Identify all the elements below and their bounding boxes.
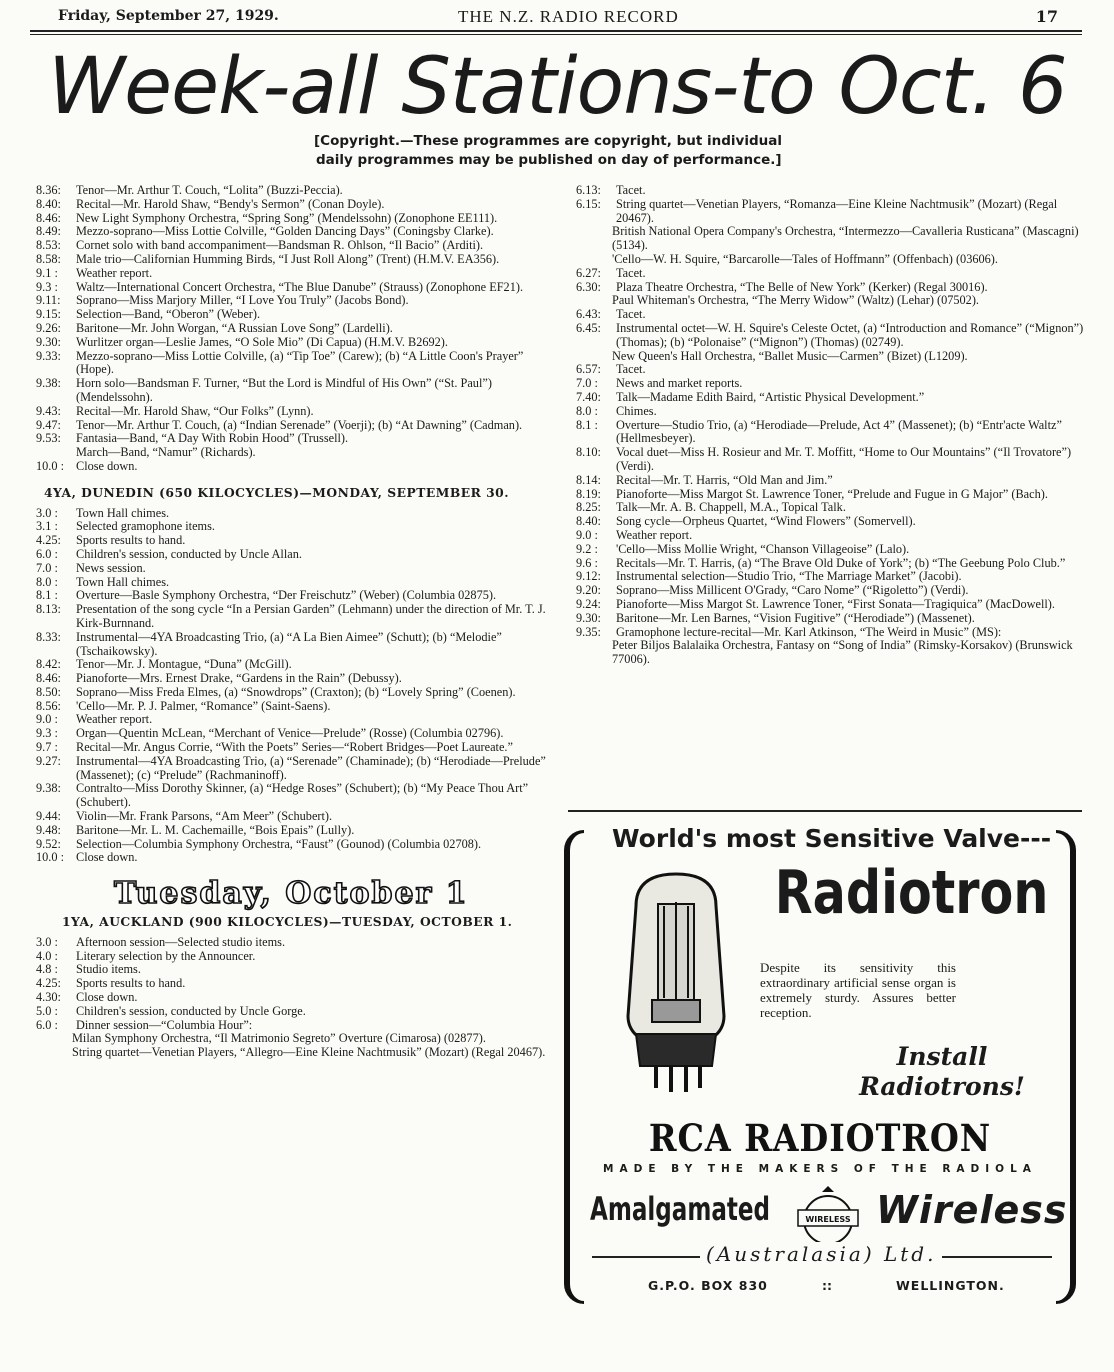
entry-text: Recital—Mr. Angus Corrie, “With the Poets” Series—“Robert Bridges—Poet Laureate.” xyxy=(76,740,513,755)
entry-text: Children's session, conducted by Uncle Gorge. xyxy=(76,1003,306,1018)
programme-entry xyxy=(36,727,556,741)
entry-text: Soprano—Miss Freda Elmes, (a) “Snowdrops” (Craxton); (b) “Lovely Spring” (Coenen). xyxy=(76,684,516,699)
programme-entry xyxy=(36,700,556,714)
ad-body-text: Despite its sensitivity this extraordinary artificial sense organ is extremely sturdy. Assures better reception. xyxy=(760,960,956,1020)
programme-entry xyxy=(576,198,1086,226)
programme-entry xyxy=(576,419,1086,447)
entry-text: Weather report. xyxy=(616,527,693,542)
entry-text: Sports results to hand. xyxy=(76,976,186,991)
programme-entry xyxy=(576,446,1086,474)
entry-time: 6.0 : xyxy=(36,546,58,561)
programme-list xyxy=(36,936,556,1033)
entry-time: 9.20: xyxy=(576,583,601,598)
programme-entry xyxy=(576,501,1086,515)
entry-text: Town Hall chimes. xyxy=(76,505,170,520)
entry-time: 8.42: xyxy=(36,657,61,672)
programme-entry xyxy=(576,557,1086,571)
entry-time: 8.58: xyxy=(36,251,61,266)
entry-text: Presentation of the song cycle “In a Persian Garden” (Lehmann) under the direction of Mr. T. J. Kirk-Burnnand. xyxy=(76,602,546,630)
entry-text: Tenor—Mr. Arthur T. Couch, (a) “Indian Serenade” (Voerji); (b) “At Dawning” (Cadman). xyxy=(76,417,523,432)
company-name-wireless: Wireless xyxy=(876,1188,1068,1232)
valve-illustration xyxy=(596,866,756,1096)
entry-time: 9.52: xyxy=(36,836,61,851)
entry-time: 9.38: xyxy=(36,376,61,391)
programme-entry xyxy=(36,432,556,446)
sub-entry: 'Cello—W. H. Squire, “Barcarolle—Tales of Hoffmann” (Offenbach) (03606). xyxy=(612,251,998,266)
entry-text: Tacet. xyxy=(616,362,646,377)
entry-text: Studio items. xyxy=(76,962,141,977)
programme-entry xyxy=(576,474,1086,488)
page-title: Week-all Stations-to Oct. 6 xyxy=(48,42,1067,132)
entry-time: 9.26: xyxy=(36,320,61,335)
entry-time: 4.25: xyxy=(36,533,61,548)
entry-text: Cornet solo with band accompaniment—Bandsman R. Ohlson, “Il Bacio” (Arditi). xyxy=(76,238,484,253)
entry-text: Overture—Basle Symphony Orchestra, “Der Freischutz” (Weber) (Columbia 02875). xyxy=(76,588,497,603)
entry-time: 8.50: xyxy=(36,684,61,699)
entry-text: Instrumental octet—W. H. Squire's Celeste Octet, (a) “Introduction and Romance” (“Mignon”) (Thomas); (b) “Polonaise” (“Mignon”) (Thomas) (02749). xyxy=(616,320,1084,349)
programme-entry xyxy=(576,626,1086,640)
programme-entry xyxy=(36,507,556,521)
programme-list xyxy=(576,308,1086,349)
entry-text: Plaza Theatre Orchestra, “The Belle of New York” (Kerker) (Regal 30016). xyxy=(616,279,988,294)
entry-text: Instrumental—4YA Broadcasting Trio, (a) “A La Bien Aimee” (Schutt); (b) “Melodie” (Tschaikowsky). xyxy=(76,629,502,658)
programme-entry xyxy=(36,253,556,267)
entry-time: 9.15: xyxy=(36,307,61,322)
programme-list xyxy=(36,507,556,866)
programme-entry xyxy=(576,543,1086,557)
entry-time: 8.40: xyxy=(576,514,601,529)
programme-entry xyxy=(36,576,556,590)
station-heading: 1YA, AUCKLAND (900 KILOCYCLES)—TUESDAY, OCTOBER 1. xyxy=(62,914,513,930)
entry-time: 6.43: xyxy=(576,307,601,322)
sub-entry: String quartet—Venetian Players, “Allegro—Eine Kleine Nachtmusik” (Mozart) (Regal 20467). xyxy=(72,1045,546,1060)
entry-time: 9.35: xyxy=(576,624,601,639)
entry-text: Recital—Mr. T. Harris, “Old Man and Jim.” xyxy=(616,472,833,487)
entry-time: 8.1 : xyxy=(576,417,598,432)
entry-time: 10.0 : xyxy=(36,850,65,865)
entry-text: News session. xyxy=(76,560,146,575)
entry-time: 8.0 : xyxy=(576,403,598,418)
radiotron-advertisement xyxy=(560,818,1080,1318)
entry-text: Instrumental—4YA Broadcasting Trio, (a) “Serenade” (Chaminade); (b) “Herodiade—Prelude” (Massenet); (c) “Prelude” (Rachmaninoff). xyxy=(76,753,546,782)
programme-entry xyxy=(36,851,556,865)
programme-entry xyxy=(36,198,556,212)
copyright-line: [Copyright.—These programmes are copyright, but individual xyxy=(314,133,782,149)
entry-time: 8.13: xyxy=(36,602,61,617)
programme-entry xyxy=(576,391,1086,405)
entry-time: 8.19: xyxy=(576,486,601,501)
entry-text: Close down. xyxy=(76,990,138,1005)
programme-entry xyxy=(36,534,556,548)
programme-list xyxy=(576,184,1086,225)
programme-entry xyxy=(36,950,556,964)
masthead: THE N.Z. RADIO RECORD xyxy=(458,7,679,26)
programme-entry xyxy=(576,570,1086,584)
entry-time: 8.14: xyxy=(576,472,601,487)
company-suffix xyxy=(700,1242,1020,1266)
entry-time: 9.7 : xyxy=(36,740,58,755)
issue-date: Friday, September 27, 1929. xyxy=(58,8,279,24)
entry-time: 9.2 : xyxy=(576,541,598,556)
programme-entry xyxy=(576,281,1086,295)
entry-text: Pianoforte—Miss Margot St. Lawrence Toner, “First Sonata—Tragiquica” (MacDowell). xyxy=(616,596,1055,611)
entry-time: 3.0 : xyxy=(36,505,58,520)
entry-text: Close down. xyxy=(76,850,138,865)
right-bracket xyxy=(1056,830,1076,1304)
ad-headline: World's most Sensitive Valve--- xyxy=(612,824,1052,853)
programme-entry xyxy=(576,377,1086,391)
entry-time: 8.56: xyxy=(36,698,61,713)
entry-text: Baritone—Mr. L. M. Cachemaille, “Bois Epais” (Lully). xyxy=(76,822,355,837)
entry-text: Gramophone lecture-recital—Mr. Karl Atkinson, “The Weird in Music” (MS): xyxy=(616,624,1002,639)
entry-text: Song cycle—Orpheus Quartet, “Wind Flowers” (Somervell). xyxy=(616,514,916,529)
entry-text: String quartet—Venetian Players, “Romanza—Eine Kleine Nachtmusik” (Mozart) (Regal 20467). xyxy=(616,196,1058,225)
programme-entry xyxy=(36,446,556,460)
programme-list xyxy=(576,267,1086,295)
entry-text: March—Band, “Namur” (Richards). xyxy=(76,445,256,460)
entry-text: Mezzo-soprano—Miss Lottie Colville, (a) “Tip Toe” (Carew); (b) “A Little Coon's Prayer” (Hope). xyxy=(76,348,524,377)
entry-text: Chimes. xyxy=(616,403,657,418)
programme-list xyxy=(36,184,556,474)
entry-time: 8.10: xyxy=(576,445,601,460)
install-line: Install xyxy=(896,1042,988,1071)
entry-text: Recital—Mr. Harold Shaw, “Our Folks” (Lynn). xyxy=(76,403,314,418)
entry-text: 'Cello—Mr. P. J. Palmer, “Romance” (Saint-Saens). xyxy=(76,698,331,713)
programme-entry xyxy=(576,363,1086,377)
entry-time: 9.30: xyxy=(576,610,601,625)
entry-text: Tacet. xyxy=(616,307,646,322)
entry-time: 6.57: xyxy=(576,362,601,377)
entry-time: 9.33: xyxy=(36,348,61,363)
programme-entry xyxy=(576,488,1086,502)
programme-entry xyxy=(36,936,556,950)
programme-entry xyxy=(36,548,556,562)
entry-text: Instrumental selection—Studio Trio, “The Marriage Market” (Jacobi). xyxy=(616,569,962,584)
day-heading: Tuesday, October 1 xyxy=(114,876,469,912)
programme-sublist xyxy=(576,639,1086,667)
programme-entry xyxy=(36,350,556,378)
entry-time: 4.25: xyxy=(36,976,61,991)
entry-time: 4.30: xyxy=(36,990,61,1005)
programme-entry xyxy=(36,336,556,350)
entry-time: 9.12: xyxy=(576,569,601,584)
left-bracket xyxy=(564,830,584,1304)
programme-entry xyxy=(36,741,556,755)
programme-list xyxy=(576,363,1086,639)
programme-entry xyxy=(36,520,556,534)
entry-text: Soprano—Miss Millicent O'Grady, “Caro Nome” (“Rigoletto”) (Verdi). xyxy=(616,583,969,598)
entry-time: 8.1 : xyxy=(36,588,58,603)
entry-time: 6.15: xyxy=(576,196,601,211)
entry-text: Pianoforte—Mrs. Ernest Drake, “Gardens in the Rain” (Debussy). xyxy=(76,671,402,686)
programme-entry xyxy=(36,810,556,824)
programme-entry xyxy=(36,824,556,838)
programme-sublist xyxy=(576,294,1086,308)
entry-time: 9.47: xyxy=(36,417,61,432)
entry-text: Afternoon session—Selected studio items. xyxy=(76,934,286,949)
entry-time: 9.11: xyxy=(36,293,61,308)
postal-address: G.P.O. BOX 830 xyxy=(648,1278,768,1293)
entry-text: Contralto—Miss Dorothy Skinner, (a) “Hedge Roses” (Schubert); (b) “My Peace Thou Art” (Schubert). xyxy=(76,781,529,810)
entry-text: New Light Symphony Orchestra, “Spring Song” (Mendelssohn) (Zonophone EE111). xyxy=(76,210,498,225)
copyright-line: daily programmes may be published on day of performance.] xyxy=(316,152,782,168)
page-header xyxy=(28,6,1088,28)
entry-time: 9.30: xyxy=(36,334,61,349)
entry-text: Dinner session—“Columbia Hour”: xyxy=(76,1017,253,1032)
header-rule xyxy=(30,30,1082,32)
entry-time: 6.45: xyxy=(576,320,601,335)
programme-entry xyxy=(576,598,1086,612)
programme-entry xyxy=(36,631,556,659)
entry-time: 9.3 : xyxy=(36,726,58,741)
entry-time: 5.0 : xyxy=(36,1003,58,1018)
entry-time xyxy=(36,446,76,460)
entry-text: Literary selection by the Announcer. xyxy=(76,948,256,963)
company-suffix-text: (Australasia) Ltd. xyxy=(700,1242,942,1266)
entry-text: Town Hall chimes. xyxy=(76,574,170,589)
entry-time: 8.33: xyxy=(36,629,61,644)
makers-line: MADE BY THE MAKERS OF THE RADIOLA xyxy=(603,1163,1037,1175)
entry-text: Selection—Band, “Oberon” (Weber). xyxy=(76,307,261,322)
sub-entry: Milan Symphony Orchestra, “Il Matrimonio Segreto” Overture (Cimarosa) (02877). xyxy=(72,1031,486,1046)
programme-entry xyxy=(36,460,556,474)
entry-time: 7.0 : xyxy=(36,560,58,575)
entry-time: 4.0 : xyxy=(36,948,58,963)
entry-text: Recitals—Mr. T. Harris, (a) “The Brave Old Duke of York”; (b) “The Geebung Polo Club.” xyxy=(616,555,1066,570)
entry-text: Recital—Mr. Harold Shaw, “Bendy's Sermon” (Conan Doyle). xyxy=(76,196,385,211)
programme-entry xyxy=(36,239,556,253)
programme-entry xyxy=(36,991,556,1005)
programme-sublist xyxy=(576,225,1086,266)
install-slogan xyxy=(832,1042,1052,1102)
address-separator: :: xyxy=(822,1278,832,1293)
entry-text: Overture—Studio Trio, (a) “Herodiade—Prelude, Act 4” (Massenet); (b) “Entr'acte Waltz” (Hellmesbeyer). xyxy=(616,417,1062,446)
programme-entry xyxy=(36,562,556,576)
entry-text: Violin—Mr. Frank Parsons, “Am Meer” (Schubert). xyxy=(76,809,333,824)
entry-time: 9.53: xyxy=(36,431,61,446)
entry-text: Baritone—Mr. John Worgan, “A Russian Love Song” (Lardelli). xyxy=(76,320,393,335)
programme-entry xyxy=(36,782,556,810)
brand-name: Radiotron xyxy=(774,858,1049,928)
station-heading: 4YA, DUNEDIN (650 KILOCYCLES)—MONDAY, SEPTEMBER 30. xyxy=(44,484,510,500)
programme-entry xyxy=(576,529,1086,543)
company-name: Amalgamated xyxy=(590,1190,771,1228)
entry-text: Pianoforte—Miss Margot St. Lawrence Toner, “Prelude and Fugue in G Major” (Bach). xyxy=(616,486,1048,501)
entry-time: 4.8 : xyxy=(36,962,58,977)
entry-time: 6.13: xyxy=(576,183,601,197)
entry-time: 6.30: xyxy=(576,279,601,294)
entry-time: 9.6 : xyxy=(576,555,598,570)
entry-time: 9.48: xyxy=(36,822,61,837)
sub-entry: British National Opera Company's Orchestra, “Intermezzo—Cavalleria Rusticana” (Mascagni) (5134). xyxy=(612,224,1079,253)
entry-text: 'Cello—Miss Mollie Wright, “Chanson Villageoise” (Lalo). xyxy=(616,541,910,556)
entry-time: 8.36: xyxy=(36,183,61,197)
entry-time: 8.53: xyxy=(36,238,61,253)
programme-entry xyxy=(36,405,556,419)
programme-sublist xyxy=(576,350,1086,364)
rca-radiotron-banner: RCA RADIOTRON xyxy=(648,1116,992,1160)
entry-text: Tacet. xyxy=(616,265,646,280)
left-column xyxy=(36,184,556,1060)
entry-text: Weather report. xyxy=(76,265,153,280)
entry-time: 8.0 : xyxy=(36,574,58,589)
entry-time: 8.49: xyxy=(36,224,61,239)
entry-text: Children's session, conducted by Uncle Allan. xyxy=(76,546,302,561)
programme-entry xyxy=(36,977,556,991)
page-number: 17 xyxy=(1035,7,1058,26)
entry-text: Close down. xyxy=(76,458,138,473)
city: WELLINGTON. xyxy=(896,1278,1005,1293)
entry-text: Vocal duet—Miss H. Rosieur and Mr. T. Moffitt, “Home to Our Mountains” (“Il Trovatore”) (Verdi). xyxy=(616,445,1072,473)
entry-time: 7.0 : xyxy=(576,376,598,391)
entry-time: 6.27: xyxy=(576,265,601,280)
entry-time: 10.0 : xyxy=(36,458,65,473)
entry-time: 8.46: xyxy=(36,210,61,225)
programme-entry xyxy=(36,672,556,686)
programme-entry xyxy=(36,589,556,603)
entry-text: Tacet. xyxy=(616,183,646,197)
entry-time: 9.0 : xyxy=(576,527,598,542)
entry-time: 8.46: xyxy=(36,671,61,686)
install-line: Radiotrons! xyxy=(859,1072,1025,1101)
entry-text: Tenor—Mr. J. Montague, “Duna” (McGill). xyxy=(76,657,292,672)
programme-entry xyxy=(36,713,556,727)
sub-entry: Peter Biljos Balalaika Orchestra, Fantasy on “Song of India” (Rimsky-Korsakov) (Brunswick 77006). xyxy=(612,638,1073,667)
entry-text: Male trio—Californian Humming Birds, “I Just Roll Along” (Trent) (H.M.V. EA356). xyxy=(76,251,500,266)
wireless-logo-icon xyxy=(792,1186,864,1250)
entry-time: 9.43: xyxy=(36,403,61,418)
entry-time: 9.27: xyxy=(36,753,61,768)
entry-time: 8.25: xyxy=(576,500,601,515)
advertisement-rule xyxy=(568,810,1082,812)
programme-entry xyxy=(36,1005,556,1019)
programme-entry xyxy=(576,405,1086,419)
programme-entry xyxy=(36,294,556,308)
sub-entry: New Queen's Hall Orchestra, “Ballet Music—Carmen” (Bizet) (L1209). xyxy=(612,348,968,363)
entry-text: Selection—Columbia Symphony Orchestra, “Faust” (Gounod) (Columbia 02708). xyxy=(76,836,482,851)
entry-text: Fantasia—Band, “A Day With Robin Hood” (Trussell). xyxy=(76,431,349,446)
entry-text: Horn solo—Bandsman F. Turner, “But the Lord is Mindful of His Own” (“St. Paul”) (Mendelssohn). xyxy=(76,376,492,404)
programme-entry xyxy=(36,658,556,672)
programme-entry xyxy=(36,281,556,295)
entry-time: 7.40: xyxy=(576,389,601,404)
programme-entry xyxy=(36,686,556,700)
programme-entry xyxy=(576,184,1086,198)
entry-text: Sports results to hand. xyxy=(76,533,186,548)
programme-entry xyxy=(576,612,1086,626)
programme-entry xyxy=(36,267,556,281)
programme-entry xyxy=(36,377,556,405)
entry-text: Weather report. xyxy=(76,712,153,727)
entry-time: 3.0 : xyxy=(36,934,58,949)
programme-entry xyxy=(36,225,556,239)
copyright-notice xyxy=(314,132,834,170)
sub-entry: Paul Whiteman's Orchestra, “The Merry Widow” (Waltz) (Lehar) (07502). xyxy=(612,293,979,308)
entry-time: 9.0 : xyxy=(36,712,58,727)
entry-time: 9.3 : xyxy=(36,279,58,294)
entry-text: Waltz—International Concert Orchestra, “The Blue Danube” (Strauss) (Zonophone EF21). xyxy=(76,279,524,294)
entry-text: Wurlitzer organ—Leslie James, “O Sole Mio” (Di Capua) (H.M.V. B2692). xyxy=(76,334,448,349)
programme-entry xyxy=(36,1019,556,1033)
entry-text: Talk—Mr. A. B. Chappell, M.A., Topical Talk. xyxy=(616,500,846,515)
programme-entry xyxy=(36,838,556,852)
programme-entry xyxy=(576,584,1086,598)
entry-text: News and market reports. xyxy=(616,376,743,391)
entry-text: Soprano—Miss Marjory Miller, “I Love You Truly” (Jacobs Bond). xyxy=(76,293,409,308)
entry-time: 9.24: xyxy=(576,596,601,611)
programme-entry xyxy=(36,755,556,783)
programme-entry xyxy=(36,603,556,631)
programme-entry xyxy=(36,963,556,977)
entry-time: 9.38: xyxy=(36,781,61,796)
programme-entry xyxy=(576,322,1086,350)
programme-entry xyxy=(576,515,1086,529)
entry-text: Selected gramophone items. xyxy=(76,519,215,534)
programme-sublist xyxy=(36,1032,556,1060)
programme-entry xyxy=(36,322,556,336)
programme-entry xyxy=(576,308,1086,322)
entry-text: Organ—Quentin McLean, “Merchant of Venice—Prelude” (Rosse) (Columbia 02796). xyxy=(76,726,504,741)
entry-time: 9.44: xyxy=(36,809,61,824)
entry-text: Baritone—Mr. Len Barnes, “Vision Fugitive” (“Herodiade”) (Massenet). xyxy=(616,610,975,625)
entry-text: Talk—Madame Edith Baird, “Artistic Physical Development.” xyxy=(616,389,925,404)
entry-time: 6.0 : xyxy=(36,1017,58,1032)
right-column xyxy=(576,184,1086,667)
programme-entry xyxy=(576,267,1086,281)
programme-entry xyxy=(36,419,556,433)
header-rule-thin xyxy=(30,34,1082,35)
entry-time: 9.1 : xyxy=(36,265,58,280)
entry-text: Tenor—Mr. Arthur T. Couch, “Lolita” (Buzzi-Peccia). xyxy=(76,183,343,197)
logo-text: WIRELESS xyxy=(805,1215,851,1224)
programme-entry xyxy=(36,308,556,322)
entry-time: 8.40: xyxy=(36,196,61,211)
programme-entry xyxy=(36,184,556,198)
programme-entry xyxy=(36,212,556,226)
entry-time: 3.1 : xyxy=(36,519,58,534)
entry-text: Mezzo-soprano—Miss Lottie Colville, “Golden Dancing Days” (Coningsby Clarke). xyxy=(76,224,494,239)
